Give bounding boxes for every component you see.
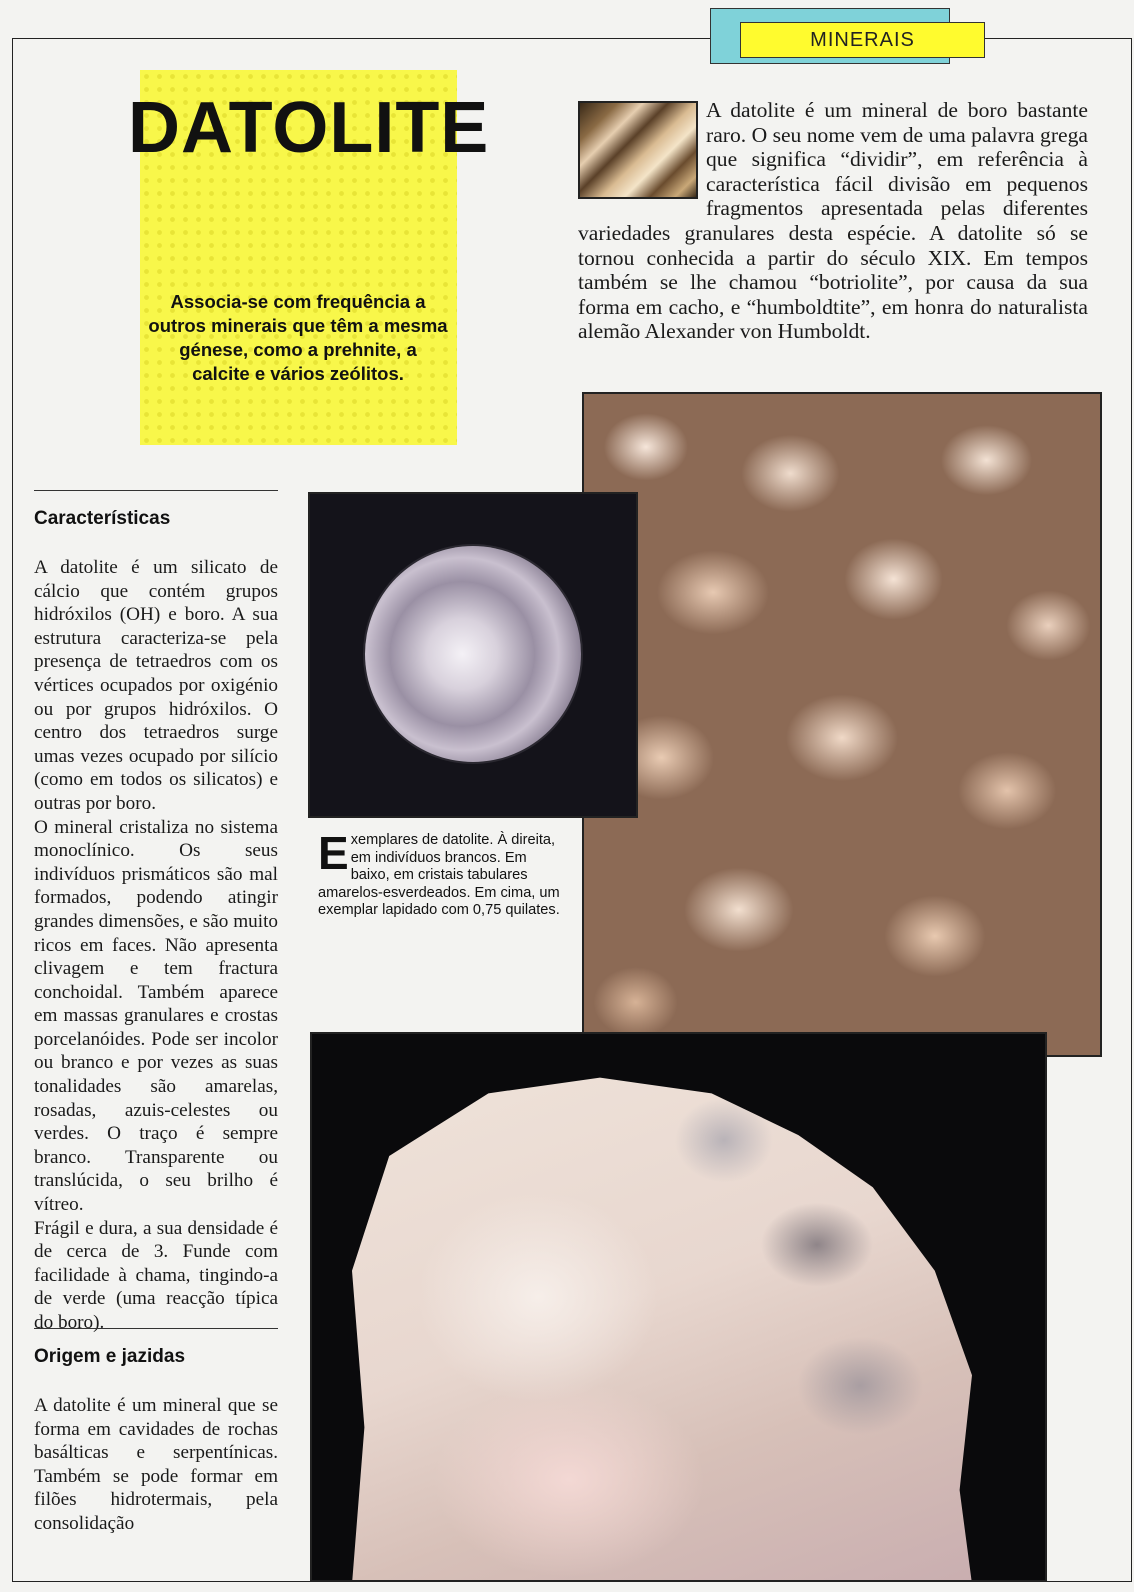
faceted-gem-image: [365, 546, 581, 762]
caracteristicas-body: [34, 556, 278, 1335]
origem-body: [34, 1394, 278, 1536]
origem-paragraph: A datolite é um mineral que se forma em cavidades de rochas basálticas e serpentínicas. Também se pode formar em filões hidrotermais, pela consolidação: [34, 1395, 278, 1534]
caption-text: xemplares de datolite. À direita, em indivíduos brancos. Em baixo, em cristais tabulares amarelos-esverdeados. Em cima, um exemplar lapidado com 0,75 quilates.: [318, 832, 560, 919]
white-datolite-crystals-photo: [582, 392, 1102, 1057]
mineral-specimen-image: [352, 1062, 972, 1582]
page-title: DATOLITE: [128, 88, 490, 168]
caption-dropcap: E: [318, 827, 349, 879]
section-divider: [34, 1328, 278, 1329]
caracteristicas-paragraph: Frágil e dura, a sua densidade é de cerca de 3. Funde com facilidade à chama, tingindo-a de verde (uma reacção típica do boro).: [34, 1217, 278, 1333]
photo-caption: [318, 827, 568, 920]
caracteristicas-paragraph: O mineral cristaliza no sistema monoclínico. Os seus indivíduos prismáticos são mal formados, podendo atingir grandes dimensões, e são muito ricos em faces. Não apresenta clivagem e tem fractura conchoidal. Também aparece em massas granulares e crostas porcelanóides. Pode ser incolor ou branco e por vezes as suas tonalidades são amarelas, rosadas, azuis-celestes ou verdes. O traço é sempre branco. Transparente ou translúcida, o seu brilho é vítreo.: [34, 816, 278, 1216]
tabular-crystals-photo: [310, 1032, 1047, 1582]
caracteristicas-paragraph: A datolite é um silicato de cálcio que contém grupos hidróxilos (OH) e boro. A sua estrutura caracteriza-se pela presença de tetraedros com os vértices ocupados por oxigénio ou por grupos hidróxilos. O centro dos tetraedros surge umas vezes ocupado por silício (como em todos os silicatos) e outras por boro.: [34, 557, 278, 814]
section-tab-label: MINERAIS: [740, 22, 985, 58]
heading-origem-jazidas: Origem e jazidas: [34, 1346, 186, 1367]
cut-gem-photo: [308, 492, 638, 818]
title-tagline: Associa-se com frequência a outros minerais que têm a mesma génese, como a prehnite, a calcite e vários zeólitos.: [148, 291, 448, 384]
intro-paragraph: [578, 98, 1088, 344]
heading-caracteristicas: Características: [34, 508, 171, 529]
section-divider: [34, 490, 278, 491]
intro-text: A datolite é um mineral de boro bastante raro. O seu nome vem de uma palavra grega que significa “dividir”, em referência à característica fácil divisão em pequenos fragmentos apresentada pelas diferentes variedades granulares desta espécie. A datolite só se tornou conhecida a partir do século XIX. Em tempos também se lhe chamou “botriolite”, por causa da sua forma em cacho, e “humboldtite”, em honra do naturalista alemão Alexander von Humboldt.: [578, 98, 1088, 344]
crystal-thumbnail-image: [578, 101, 698, 199]
